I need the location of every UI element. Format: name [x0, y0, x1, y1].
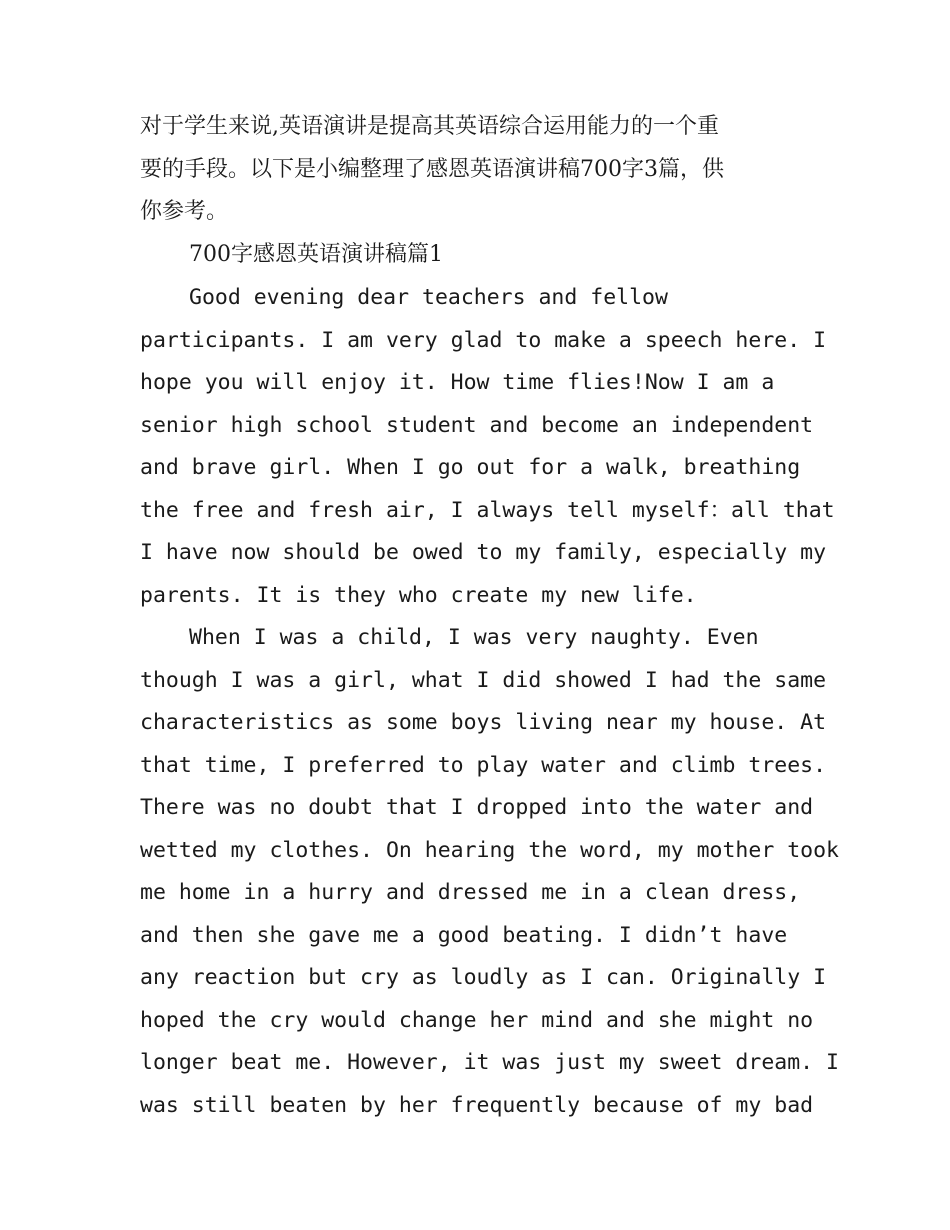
paragraph2-line-5: There was no doubt that I dropped into the water and [140, 795, 814, 820]
paragraph1-line-4: senior high school student and become an independent [140, 413, 814, 438]
paragraph2-line-9: any reaction but cry as loudly as I can. Originally I [140, 965, 827, 990]
paragraph1-line-2: participants. I am very glad to make a speech here. I [140, 328, 827, 353]
paragraph2-line-11: longer beat me. However, it was just my sweet dream. I [140, 1050, 839, 1075]
paragraph1-line-5: and brave girl. When I go out for a walk, breathing [140, 455, 801, 480]
paragraph2-line-3: characteristics as some boys living near my house. At [140, 710, 827, 735]
paragraph2-line-8: and then she gave me a good beating. I didn’t have [140, 923, 788, 948]
paragraph2-line-10: hoped the cry would change her mind and she might no [140, 1008, 814, 1033]
paragraph2-line-12: was still beaten by her frequently because of my bad [140, 1093, 814, 1118]
paragraph2-line-4: that time, I preferred to play water and climb trees. [140, 753, 827, 778]
paragraph2-line-1: When I was a child, I was very naughty. Even [189, 625, 759, 650]
intro-line-1: 对于学生来说,英语演讲是提高其英语综合运用能力的一个重 [140, 114, 719, 139]
paragraph2-line-7: me home in a hurry and dressed me in a clean dress, [140, 880, 801, 905]
intro-line-2: 要的手段。以下是小编整理了感恩英语演讲稿700字3篇，供 [140, 157, 724, 182]
paragraph1-line-7: I have now should be owed to my family, especially my [140, 540, 827, 565]
paragraph1-line-8: parents. It is they who create my new life. [140, 583, 697, 608]
paragraph1-line-3: hope you will enjoy it. How time flies!Now I am a [140, 370, 775, 395]
paragraph2-line-2: though I was a girl, what I did showed I had the same [140, 668, 827, 693]
section-title: 700字感恩英语演讲稿篇1 [189, 242, 443, 267]
intro-line-3: 你参考。 [140, 199, 229, 224]
paragraph1-line-6: the free and fresh air, I always tell myself：all that [140, 498, 835, 523]
paragraph1-line-1: Good evening dear teachers and fellow [189, 285, 668, 310]
paragraph2-line-6: wetted my clothes. On hearing the word, my mother took [140, 838, 839, 863]
